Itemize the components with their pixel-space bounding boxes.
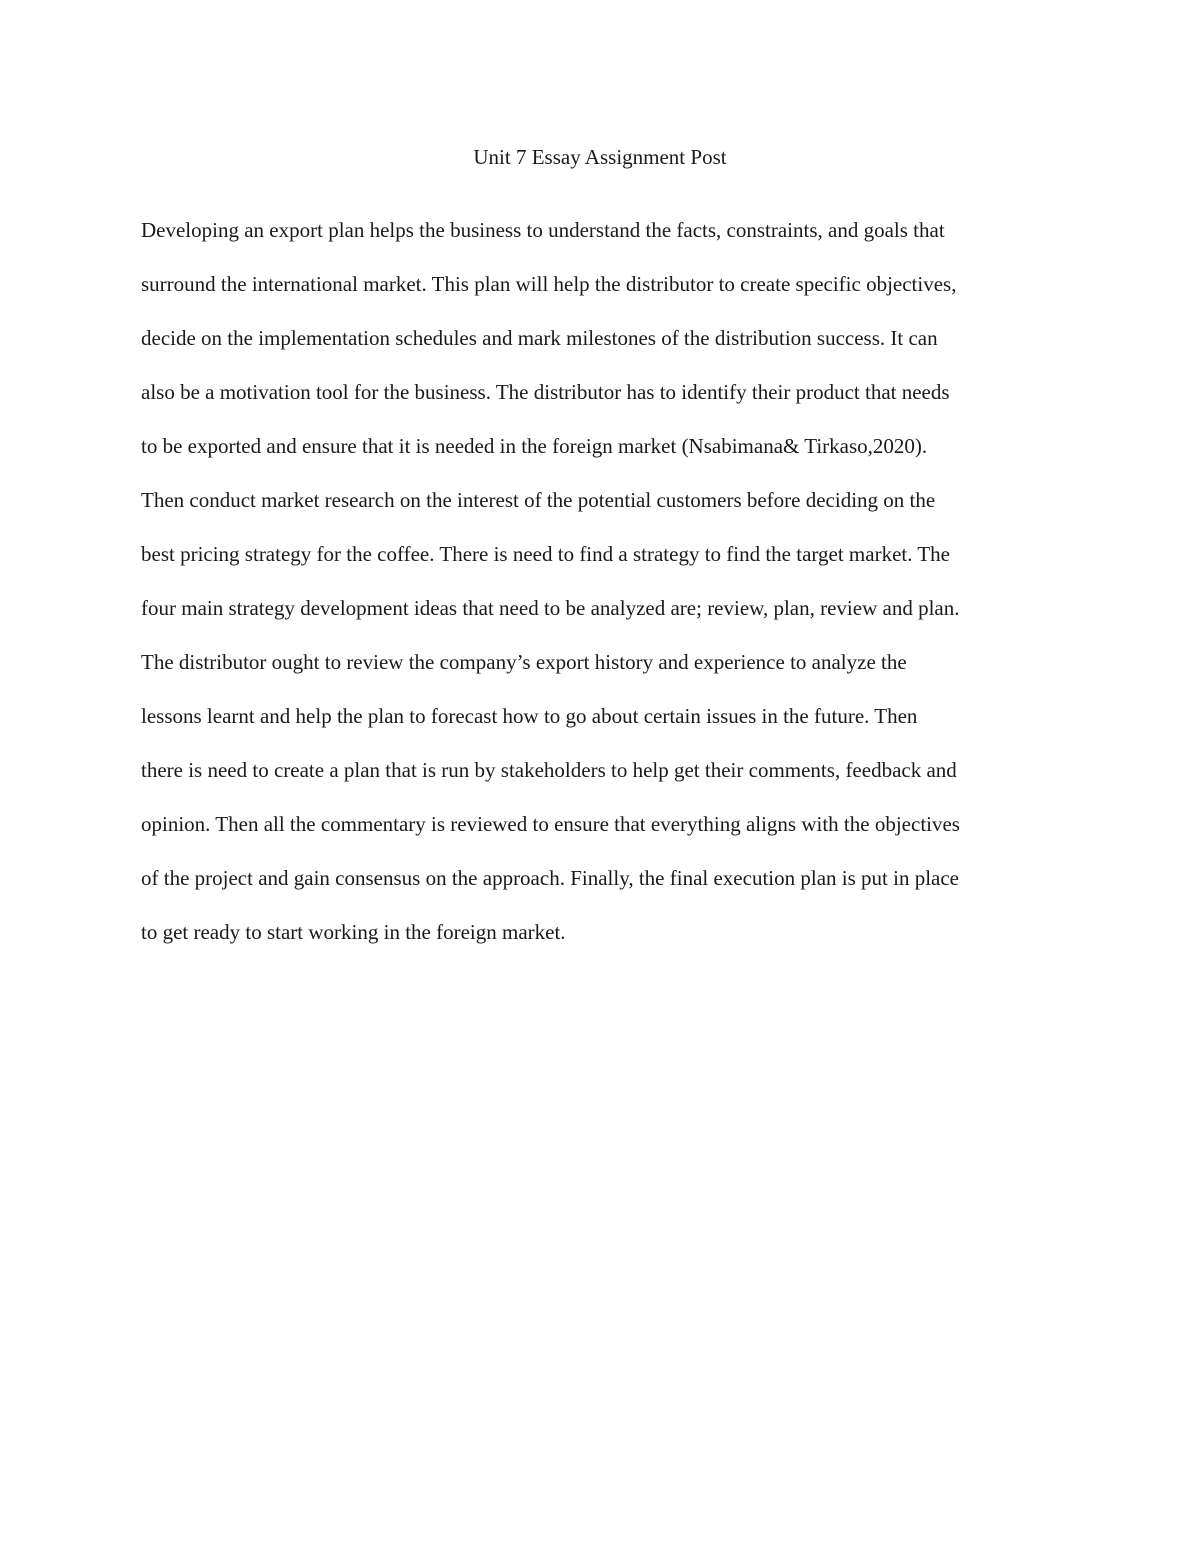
body-line: also be a motivation tool for the business. The distributor has to identify their product that needs <box>141 380 950 404</box>
body-line: to get ready to start working in the foreign market. <box>141 920 566 944</box>
body-line: of the project and gain consensus on the approach. Finally, the final execution plan is put in place <box>141 866 959 890</box>
document-title: Unit 7 Essay Assignment Post <box>473 145 727 169</box>
body-line: surround the international market. This plan will help the distributor to create specific objectives, <box>141 272 957 296</box>
body-line: Then conduct market research on the interest of the potential customers before deciding on the <box>141 488 936 512</box>
body-line: Developing an export plan helps the business to understand the facts, constraints, and goals that <box>141 218 945 242</box>
body-line: opinion. Then all the commentary is reviewed to ensure that everything aligns with the objectives <box>141 812 960 836</box>
body-line: best pricing strategy for the coffee. There is need to find a strategy to find the target market. The <box>141 542 951 566</box>
body-line: lessons learnt and help the plan to forecast how to go about certain issues in the future. Then <box>141 704 918 728</box>
body-line: decide on the implementation schedules and mark milestones of the distribution success. It can <box>141 326 938 350</box>
body-line: The distributor ought to review the company’s export history and experience to analyze the <box>141 650 907 674</box>
body-line: there is need to create a plan that is run by stakeholders to help get their comments, feedback and <box>141 758 957 782</box>
body-line: four main strategy development ideas that need to be analyzed are; review, plan, review and plan. <box>141 596 960 620</box>
body-line: to be exported and ensure that it is needed in the foreign market (Nsabimana& Tirkaso,2020). <box>141 434 928 458</box>
